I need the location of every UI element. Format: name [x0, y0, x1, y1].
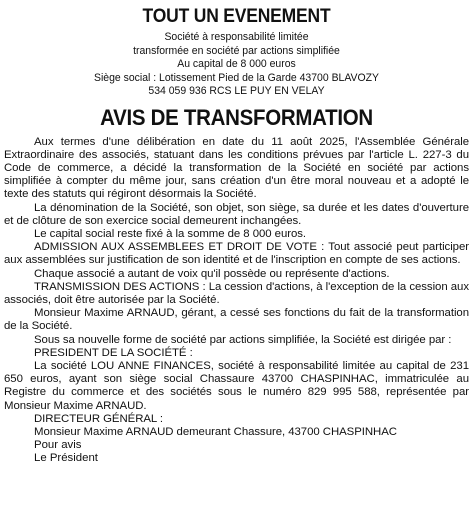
- paragraph-deliberation: Aux termes d'une délibération en date du 11 août 2025, l'Assemblée Générale Extraordinaire des associés, statuant dans les conditions prévues par l'article L. 227-3 du Code de commerce, a décidé la transformation de la Société en société par actions simplifiée à compter du même jour, sans création d'un être moral nouveau et a adopté le texte des statuts qui régiront désormais la Société.: [4, 135, 469, 201]
- paragraph-unchanged: La dénomination de la Société, son objet, son siège, sa durée et les dates d'ouverture et de clôture de son exercice social demeurent inchangées.: [4, 201, 469, 227]
- paragraph-transfer: TRANSMISSION DES ACTIONS : La cession d'actions, à l'exception de la cession aux associés, doit être autorisée par la Société.: [4, 280, 469, 306]
- paragraph-admission: ADMISSION AUX ASSEMBLEES ET DROIT DE VOTE : Tout associé peut participer aux assemblées sur justification de son identité et de l'inscription en compte de ses actions.: [4, 241, 469, 267]
- heading-president: PRESIDENT DE LA SOCIÉTÉ :: [34, 346, 193, 359]
- legal-form: Société à responsabilité limitée: [164, 31, 309, 43]
- paragraph-former-manager: Monsieur Maxime ARNAUD, gérant, a cessé ses fonctions du fait de la transformation de la Société.: [4, 307, 469, 333]
- paragraph-governance: Sous sa nouvelle forme de société par actions simplifiée, la Société est dirigée par :: [34, 333, 452, 346]
- signature-for-notice: Pour avis: [34, 439, 82, 452]
- signature-president: Le Président: [34, 452, 98, 465]
- paragraph-director: Monsieur Maxime ARNAUD demeurant Chassure, 43700 CHASPINHAC: [34, 425, 397, 438]
- registered-office: Siège social : Lotissement Pied de la Garde 43700 BLAVOZY: [93, 71, 380, 84]
- paragraph-capital: Le capital social reste fixé à la somme de 8 000 euros.: [34, 227, 307, 240]
- rcs-number: 534 059 936 RCS LE PUY EN VELAY: [148, 85, 325, 97]
- capital-line: Au capital de 8 000 euros: [177, 58, 296, 70]
- company-name: TOUT UN EVENEMENT: [142, 6, 331, 27]
- paragraph-president: La société LOU ANNE FINANCES, société à responsabilité limitée au capital de 231 650 euros, ayant son siège social Chassaure 43700 CHASPINHAC, immatriculée au Registre du commerce et des sociétés sous le numéro 829 995 588, représentée par Monsieur Maxime ARNAUD.: [4, 359, 469, 412]
- paragraph-votes: Chaque associé a autant de voix qu'il possède ou représente d'actions.: [34, 267, 390, 280]
- transformation-line: transformée en société par actions simplifiée: [133, 44, 340, 57]
- notice-title: AVIS DE TRANSFORMATION: [100, 104, 373, 130]
- heading-director: DIRECTEUR GÉNÉRAL :: [34, 412, 164, 425]
- company-header: [4, 31, 469, 99]
- notice-body: [4, 136, 469, 466]
